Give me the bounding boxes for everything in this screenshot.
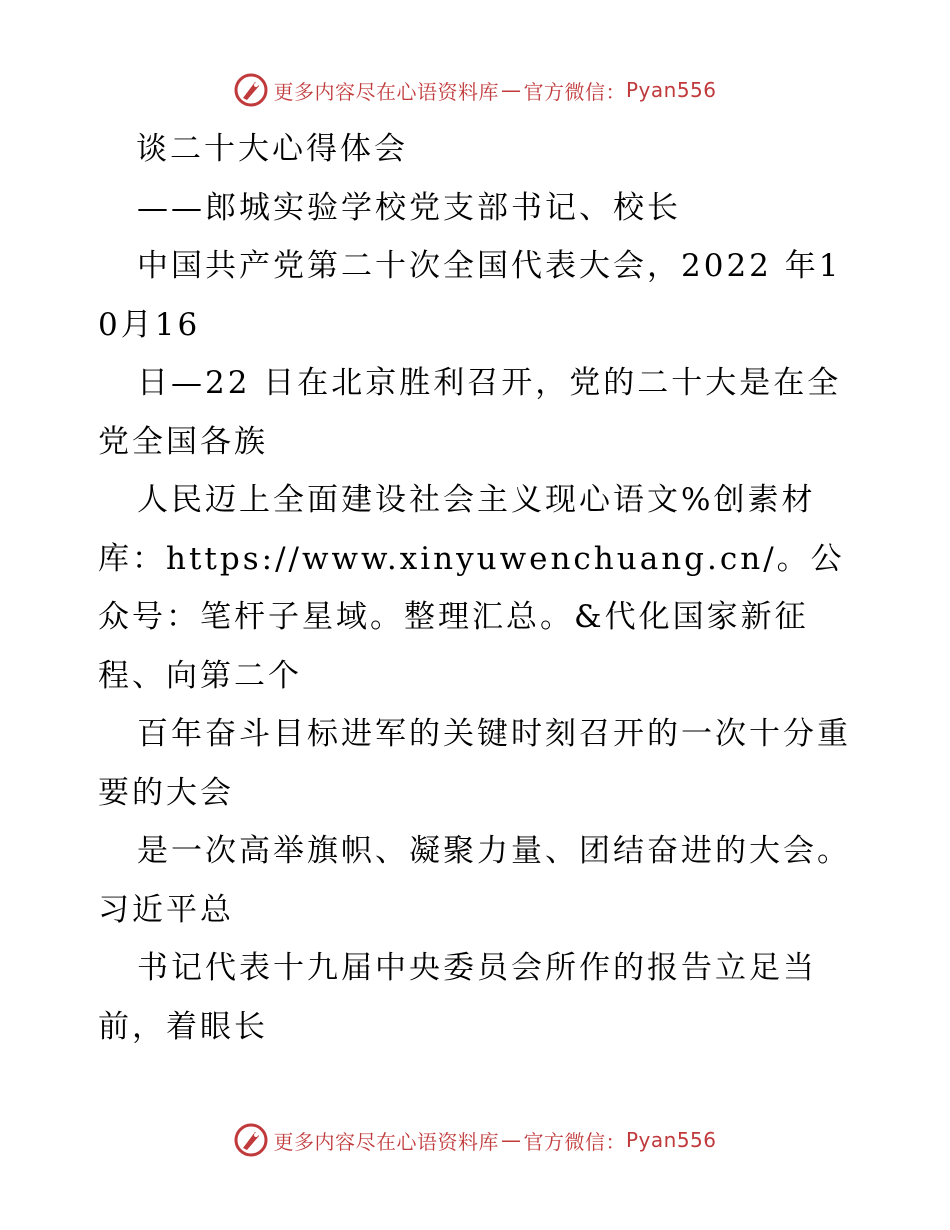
paragraph-line: 百年奋斗目标进军的关键时刻召开的一次十分重要的大会 (98, 716, 851, 811)
footer-banner (0, 1120, 950, 1160)
header-banner-text: 更多内容尽在心语资料库 (273, 79, 499, 104)
pen-nib-logo-icon (233, 1122, 269, 1158)
document-body (98, 120, 858, 1056)
footer-banner-separator: — (500, 1128, 522, 1152)
header-banner-separator: — (500, 78, 522, 102)
paragraph-line: 日—22 日在北京胜利召开，党的二十大是在全党全国各族 (98, 365, 842, 460)
paragraph-line: 书记代表十九届中央委员会所作的报告立足当前，着眼长 (98, 950, 817, 1045)
footer-banner-wechat-label: 官方微信： (523, 1129, 626, 1154)
paragraph-line: 是一次高举旗帜、凝聚力量、团结奋进的大会。习近平总 (98, 833, 851, 928)
footer-banner-text: 更多内容尽在心语资料库 (273, 1129, 499, 1154)
document-author-line: ——郎城实验学校党支部书记、校长 (137, 189, 681, 226)
pen-nib-logo-icon (233, 72, 269, 108)
paragraph-line: 人民迈上全面建设社会主义现心语文%创素材库：https://www.xinyuwenchuang.cn/。公众号：笔杆子星域。整理汇总。&代化国家新征程、向第二个 (98, 482, 845, 694)
header-banner-wechat-label: 官方微信： (523, 79, 626, 104)
document-title: 谈二十大心得体会 (136, 131, 408, 167)
footer-banner-wechat-id: Pyan556 (625, 1128, 717, 1152)
header-banner (0, 70, 950, 110)
header-banner-wechat-id: Pyan556 (625, 78, 717, 102)
paragraph-line: 中国共产党第二十次全国代表大会，2022 年10月16 (98, 248, 842, 343)
